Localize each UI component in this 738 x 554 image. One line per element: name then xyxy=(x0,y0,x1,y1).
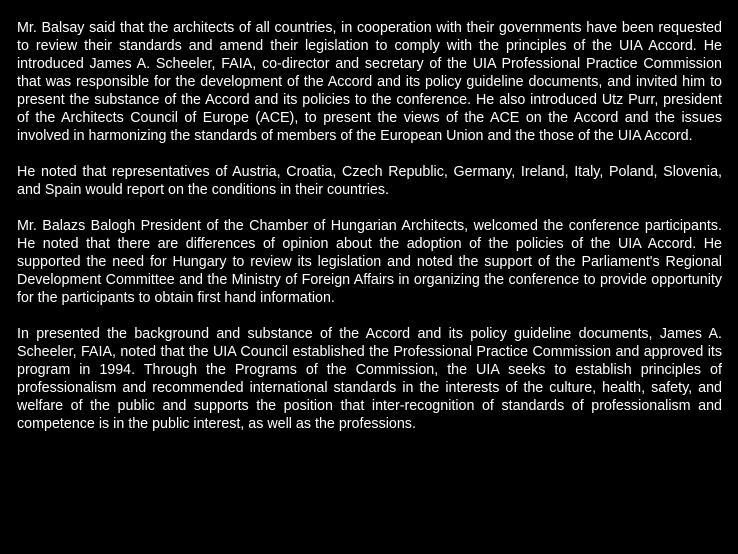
paragraph-scheeler-background: In presented the background and substance of the Accord and its policy guideline documents, James A. Scheeler, FAIA, noted that the UIA Council established the Professional Practice Commission and approved its program in 1994. Through the Programs of the Commission, the UIA seeks to establish principles of professionalism and recommended international standards in the interests of the culture, health, safety, and welfare of the public and supports the position that inter-recognition of standards of professionalism and competence is in the public interest, as well as the professions. xyxy=(17,326,722,432)
document-body xyxy=(17,19,722,451)
paragraph-balogh-welcome: Mr. Balazs Balogh President of the Chamber of Hungarian Architects, welcomed the conference participants. He noted that there are differences of opinion about the adoption of the policies of the UIA Accord. He supported the need for Hungary to review its legislation and noted the support of the Parliament's Regional Development Committee and the Ministry of Foreign Affairs in organizing the conference to provide opportunity for the participants to obtain first hand information. xyxy=(17,218,722,306)
paragraph-country-representatives: He noted that representatives of Austria, Croatia, Czech Republic, Germany, Ireland, Italy, Poland, Slovenia, and Spain would report on the conditions in their countries. xyxy=(17,164,722,198)
paragraph-balsay-intro: Mr. Balsay said that the architects of all countries, in cooperation with their governments have been requested to review their standards and amend their legislation to comply with the principles of the UIA Accord. He introduced James A. Scheeler, FAIA, co-director and secretary of the UIA Professional Practice Commission that was responsible for the development of the Accord and its policy guideline documents, and invited him to present the substance of the Accord and its policies to the conference. He also introduced Utz Purr, president of the Architects Council of Europe (ACE), to present the views of the ACE on the Accord and the issues involved in harmonizing the standards of members of the European Union and the those of the UIA Accord. xyxy=(17,20,722,144)
